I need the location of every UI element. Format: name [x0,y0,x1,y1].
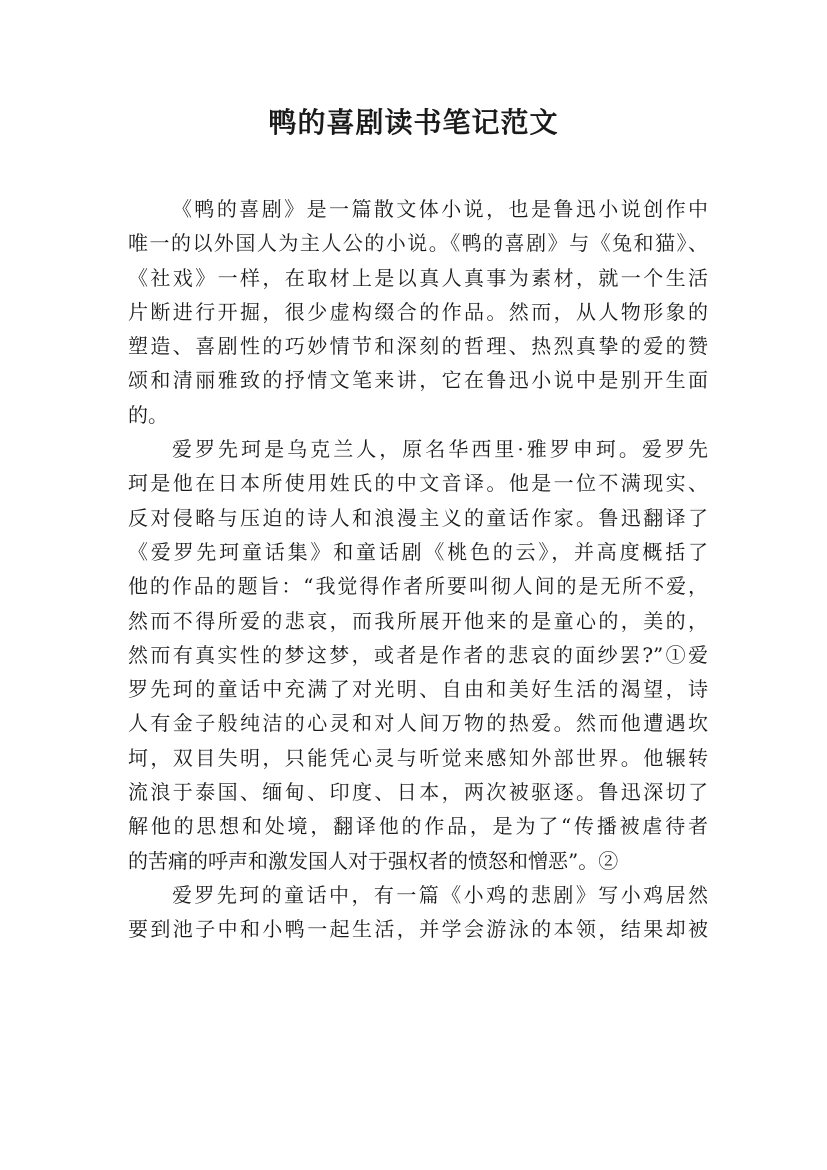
paragraph-1-line: 唯一的以外国人为主人公的小说。《鸭的喜剧》与《兔和猫》、 [128,231,708,256]
paragraph-1-line: 塑造、喜剧性的巧妙情节和深刻的哲理、热烈真挚的爱的赞 [128,334,708,359]
paragraph-2-line: 罗先珂的童话中充满了对光明、自由和美好生活的渴望，诗 [128,677,708,702]
paragraph-2-line: 然而有真实性的梦这梦，或者是作者的悲哀的面纱罢?”①爱 [128,642,708,667]
paragraph-2-line: 流浪于泰国、缅甸、印度、日本，两次被驱逐。鲁迅深切了 [128,780,708,805]
paragraph-1-line: 《社戏》一样，在取材上是以真人真事为素材，就一个生活 [128,265,708,290]
document-body [128,192,708,947]
paragraph-3-line: 爱罗先珂的童话中，有一篇《小鸡的悲剧》写小鸡居然 [172,882,708,907]
paragraph-2-line: 的苦痛的呼声和激发国人对于强权者的愤怒和憎恶”。② [128,848,619,873]
document-title: 鸭的喜剧读书笔记范文 [268,106,559,139]
paragraph-2-line: 反对侵略与压迫的诗人和浪漫主义的童话作家。鲁迅翻译了 [128,505,708,530]
paragraph-2-line: 《爱罗先珂童话集》和童话剧《桃色的云》，并高度概括了 [128,539,708,564]
paragraph-2-line: 坷，双目失明，只能凭心灵与听觉来感知外部世界。他辗转 [128,745,708,770]
paragraph-1-line: 颂和清丽雅致的抒情文笔来讲，它在鲁迅小说中是别开生面 [128,368,708,393]
paragraph-2-line: 他的作品的题旨：“我觉得作者所要叫彻人间的是无所不爱， [128,574,708,599]
paragraph-2-line: 然而不得所爱的悲哀，而我所展开他来的是童心的，美的， [128,608,708,633]
paragraph-3-line: 要到池子中和小鸭一起生活，并学会游泳的本领，结果却被 [128,917,708,942]
paragraph-1-line: 片断进行开掘，很少虚构缀合的作品。然而，从人物形象的 [128,299,708,324]
paragraph-2-line: 爱罗先珂是乌克兰人，原名华西里·雅罗申珂。爱罗先 [172,437,708,462]
paragraph-2-line: 解他的思想和处境，翻译他的作品，是为了“传播被虐待者 [128,814,708,839]
paragraph-1-line: 的。 [128,402,168,427]
paragraph-2-line: 珂是他在日本所使用姓氏的中文音译。他是一位不满现实、 [128,471,708,496]
paragraph-2-line: 人有金子般纯洁的心灵和对人间万物的热爱。然而他遭遇坎 [128,711,708,736]
paragraph-1-line: 《鸭的喜剧》是一篇散文体小说，也是鲁迅小说创作中 [172,197,708,221]
